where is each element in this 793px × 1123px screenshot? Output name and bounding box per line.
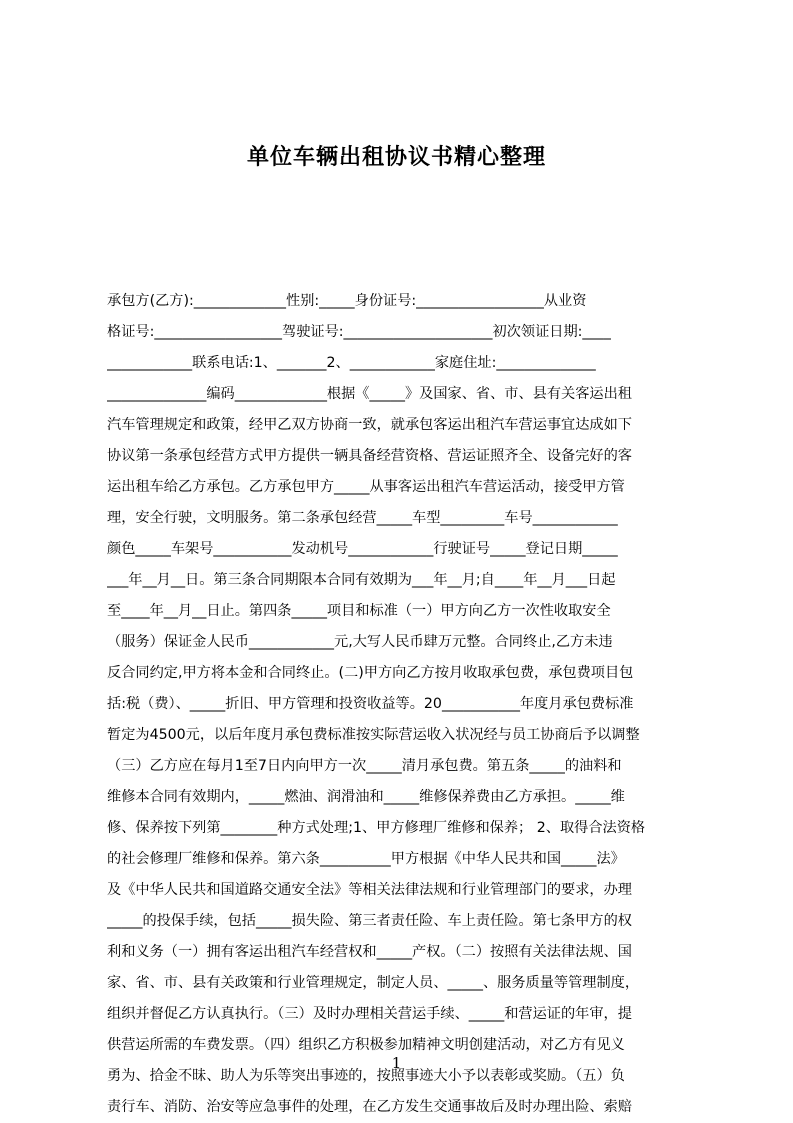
body-line: _____的投保手续，包括_____损失险、第三者责任险、车上责任险。第七条甲方的权	[107, 913, 632, 929]
document-body	[107, 286, 699, 1123]
body-line: 颜色_____车架号___________发动机号____________行驶证号_____登记日期_____	[107, 541, 618, 557]
body-line: 勇为、拾金不昧、助人为乐等突出事迹的，按照事迹大小予以表彰或奖励。（五）负	[107, 1068, 625, 1084]
body-line: 的社会修理厂维修和保养。第六条__________甲方根据《中华人民共和国_____法》	[107, 851, 625, 867]
body-line: 供营运所需的车费发票。（四）组织乙方积极参加精神文明创建活动，对乙方有见义	[107, 1037, 625, 1053]
body-line: 组织并督促乙方认真执行。（三）及时办理相关营运手续、_____和营运证的年审，提	[107, 1006, 632, 1022]
page-title: 单位车辆出租协议书精心整理	[246, 145, 546, 170]
body-line: 汽车管理规定和政策，经甲乙双方协商一致，就承包客运出租汽车营运事宜达成如下	[107, 417, 632, 433]
body-line: 维修本合同有效期内，_____燃油、润滑油和_____维修保养费由乙方承担。_____维	[107, 789, 625, 805]
body-line: ____________联系电话:1、_______2、____________家庭住址:______________	[107, 355, 596, 371]
body-line: 反合同约定,甲方将本金和合同终止。(二)甲方向乙方按月收取承包费，承包费项目包	[107, 665, 634, 681]
body-line: （三）乙方应在每月1至7日内向甲方一次_____清月承包费。第五条_____的油料和	[107, 758, 622, 774]
page-number: 1	[391, 1054, 402, 1072]
body-line: 括:税（费）、_____折旧、甲方管理和投资收益等。20___________年度月承包费标准	[107, 696, 634, 712]
body-line: ______________编码_____________根据《_____》及国家、省、市、县有关客运出租	[107, 386, 632, 402]
body-line: 格证号:__________________驾驶证号:_____________________初次领证日期:____	[107, 324, 611, 340]
body-line: 至____年__月__日止。第四条_____项目和标准（一）甲方向乙方一次性收取安全	[107, 603, 611, 619]
body-line: 利和义务（一）拥有客运出租汽车经营权和_____产权。（二）按照有关法律法规、国	[107, 944, 632, 960]
body-line: 暂定为4500元，以后年度月承包费标准按实际营运收入状况经与员工协商后予以调整	[107, 727, 640, 743]
body-line: 协议第一条承包经营方式甲方提供一辆具备经营资格、营运证照齐全、设备完好的客	[107, 448, 632, 464]
body-line: 运出租车给乙方承包。乙方承包甲方_____从事客运出租汽车营运活动，接受甲方管	[107, 479, 625, 495]
body-line: 修、保养按下列第________种方式处理;1、甲方修理厂维修和保养； 2、取得合法资格	[107, 820, 646, 836]
body-line: 理，安全行驶，文明服务。第二条承包经营_____车型_________车号____________	[107, 510, 618, 526]
body-line: 家、省、市、县有关政策和行业管理规定，制定人员、_____、服务质量等管理制度，	[107, 975, 640, 991]
body-line: 及《中华人民共和国道路交通安全法》等相关法律法规和行业管理部门的要求，办理	[107, 882, 632, 898]
body-line: （服务）保证金人民币____________元,大写人民币肆万元整。合同终止,乙方未违	[107, 634, 613, 650]
body-line: 承包方(乙方):_____________性别:_____身份证号:__________________从业资	[107, 293, 587, 309]
body-line: ___年__月__日。第三条合同期限本合同有效期为___年__月;自____年__月___日起	[107, 572, 616, 588]
body-line: 责行车、消防、治安等应急事件的处理，在乙方发生交通事故后及时办理出险、索赔	[107, 1099, 632, 1115]
